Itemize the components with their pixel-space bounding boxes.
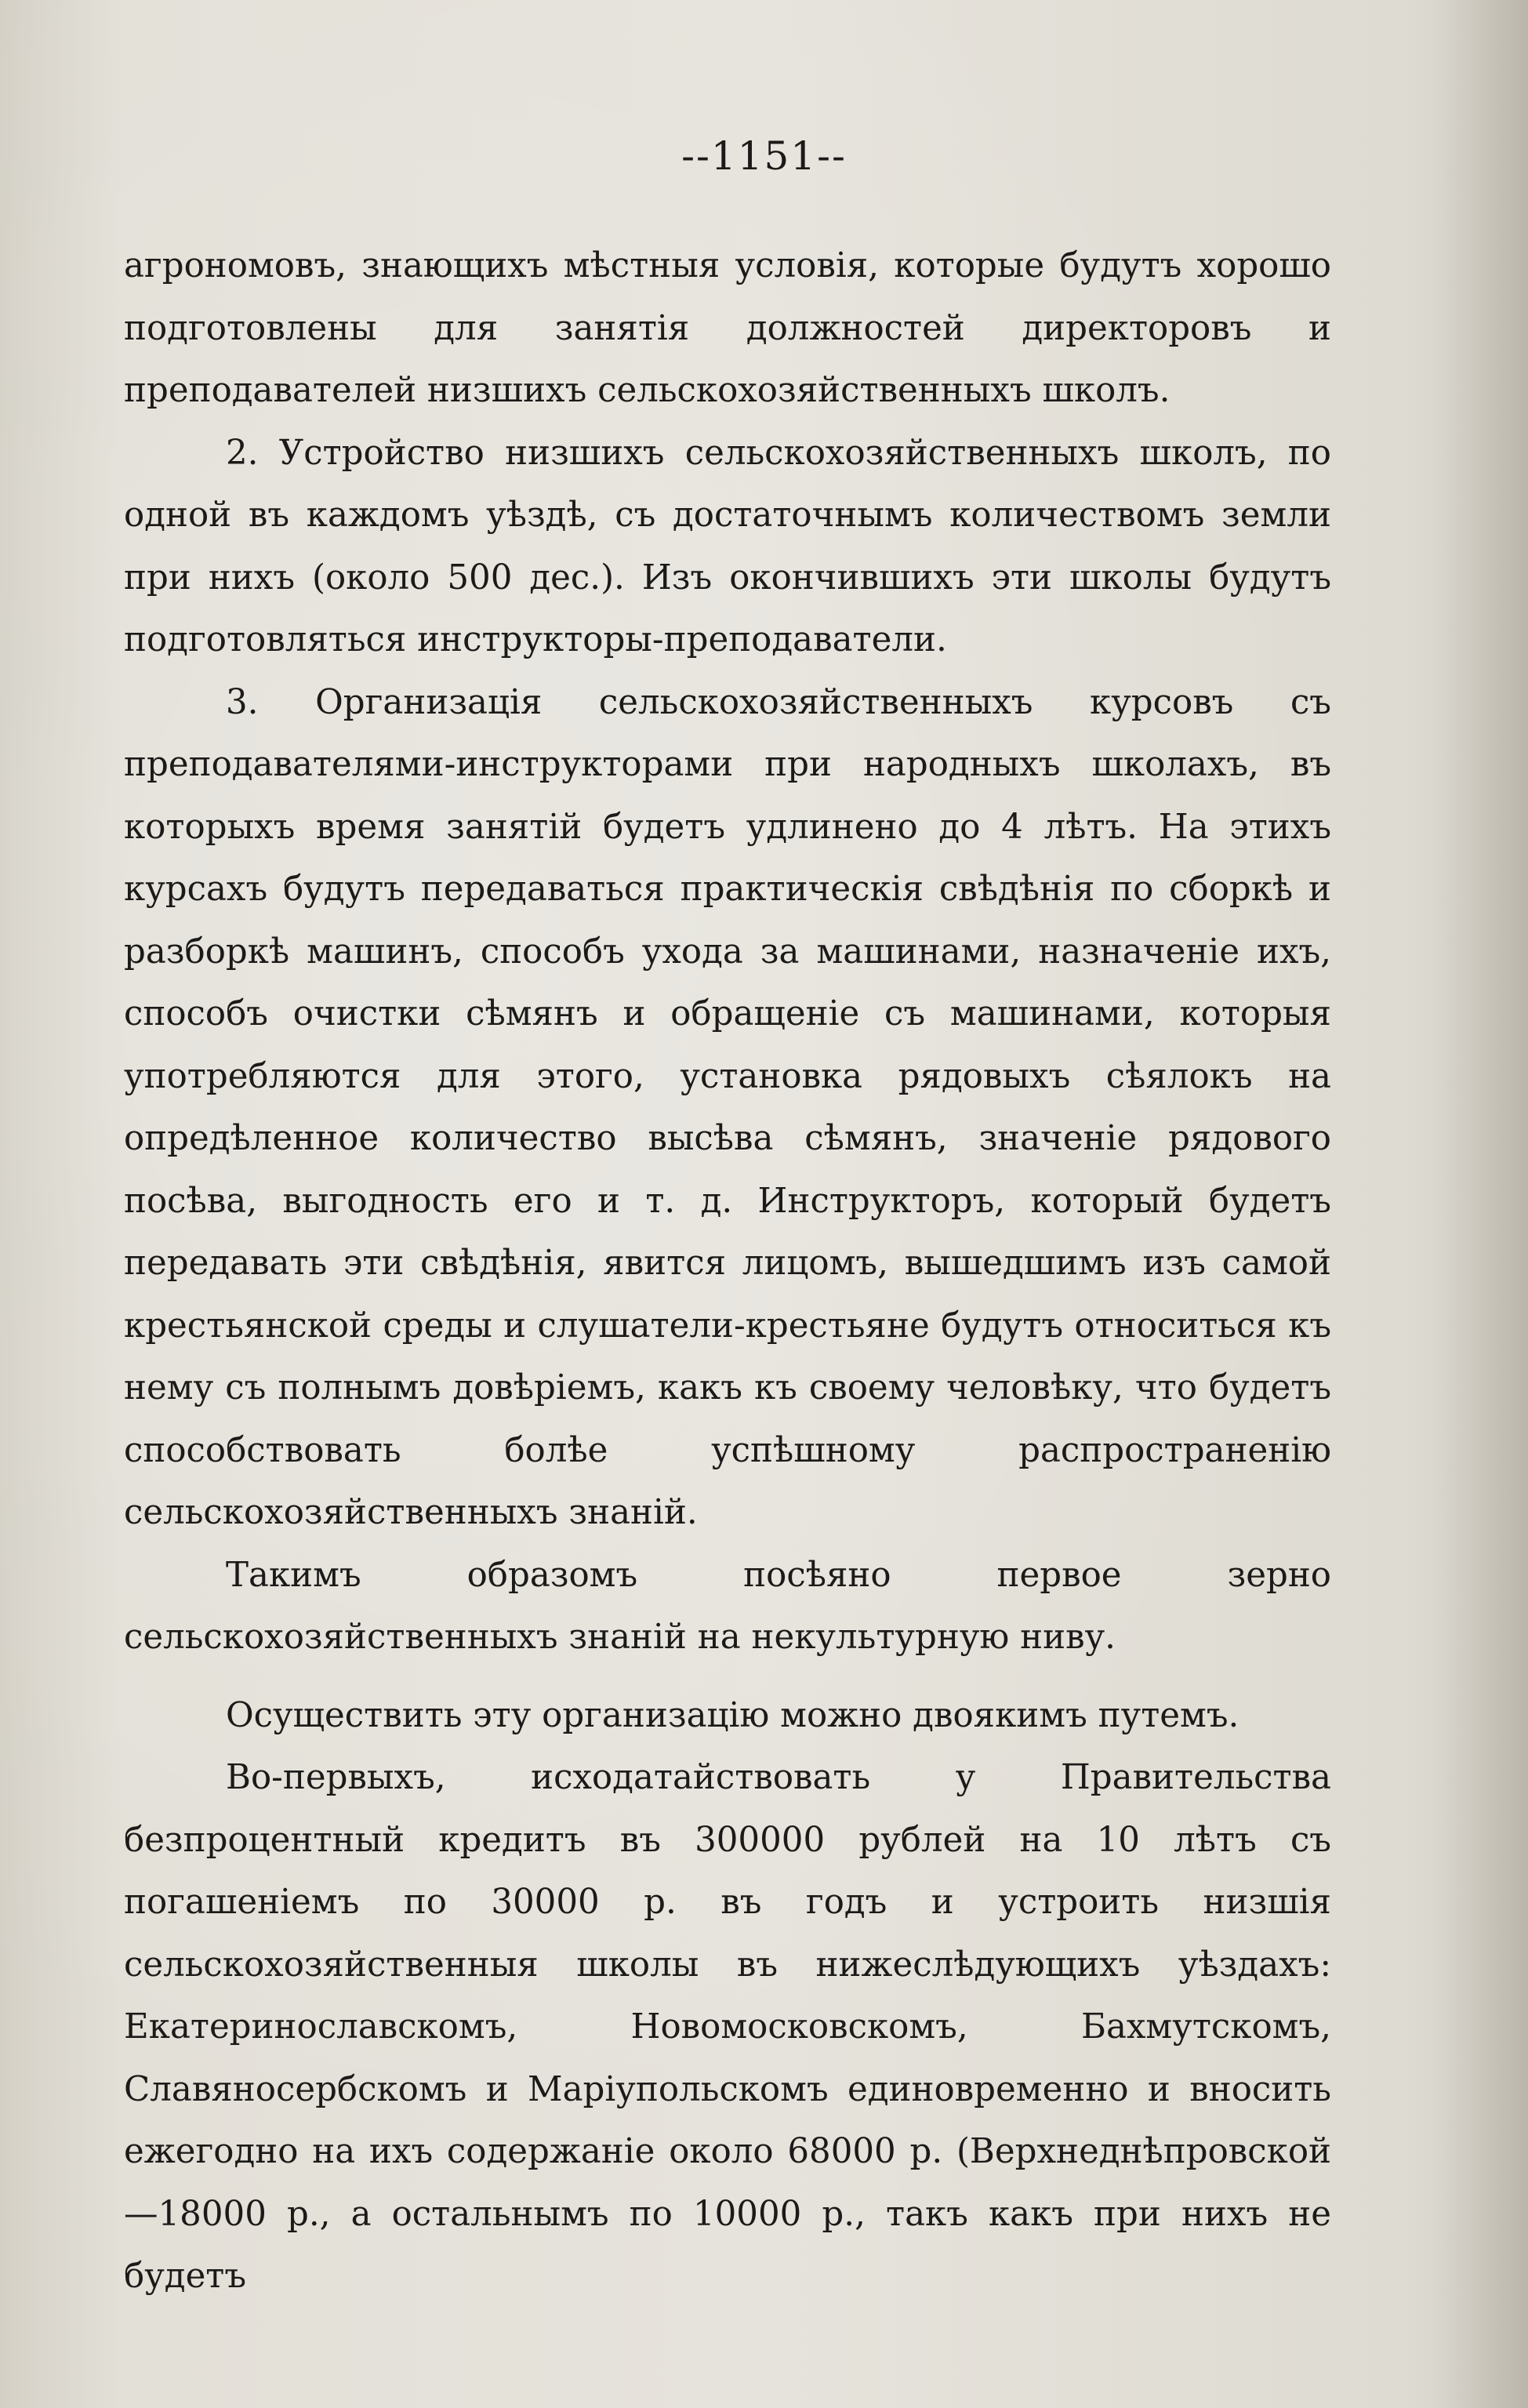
body-text bbox=[124, 235, 1331, 2308]
paragraph-item-3: 3. Организація сельскохозяйственныхъ курсовъ съ преподавателями-инструкторами при народныхъ школахъ, въ которыхъ время занятій будетъ удлинено до 4 лѣтъ. На этихъ курсахъ будутъ передаваться практическія свѣдѣнія по сборкѣ и разборкѣ машинъ, способъ ухода за машинами, назначеніе ихъ, способъ очистки сѣмянъ и обращеніе съ машинами, которыя употребляются для этого, установка рядовыхъ сѣялокъ на опредѣленное количество высѣва сѣмянъ, значеніе рядового посѣва, выгодность его и т. д. Инструкторъ, который будетъ передавать эти свѣдѣнія, явится лицомъ, вышедшимъ изъ самой крестьянской среды и слушатели-крестьяне будутъ относиться къ нему съ полнымъ довѣріемъ, какъ къ своему человѣку, что будетъ способствовать болѣе успѣшному распространенію сельскохозяйственныхъ знаній. bbox=[124, 682, 1331, 1532]
page-number: --1151-- bbox=[681, 133, 847, 179]
paragraph-continuation: агрономовъ, знающихъ мѣстныя условія, которые будутъ хорошо подготовлены для занятія должностей директоровъ и преподавателей низшихъ сельскохозяйственныхъ школъ. bbox=[124, 246, 1331, 410]
paragraph-summary: Такимъ образомъ посѣяно первое зерно сельскохозяйственныхъ знаній на некультурную ниву. bbox=[124, 1555, 1331, 1657]
paragraph-two-ways: Осуществить эту организацію можно двоякимъ путемъ. bbox=[226, 1695, 1239, 1735]
paragraph-first-way: Во-первыхъ, исходатайствовать у Правительства безпроцентный кредитъ въ 300000 рублей на 10 лѣтъ съ погашеніемъ по 30000 р. въ годъ и устроить низшія сельскохозяйственныя школы въ нижеслѣдующихъ уѣздахъ: Екатеринославскомъ, Новомосковскомъ, Бахмутскомъ, Славяносербскомъ и Маріупольскомъ единовременно и вносить ежегодно на ихъ содержаніе около 68000 р. (Верхнеднѣпровской—18000 р., а остальнымъ по 10000 р., такъ какъ при нихъ не будетъ bbox=[124, 1758, 1331, 2296]
paragraph-item-2: 2. Устройство низшихъ сельскохозяйственныхъ школъ, по одной въ каждомъ уѣздѣ, съ достаточнымъ количествомъ земли при нихъ (около 500 дес.). Изъ окончившихъ эти школы будутъ подготовляться инструкторы-преподаватели. bbox=[124, 433, 1331, 659]
page-edge-shadow bbox=[1434, 0, 1528, 2408]
